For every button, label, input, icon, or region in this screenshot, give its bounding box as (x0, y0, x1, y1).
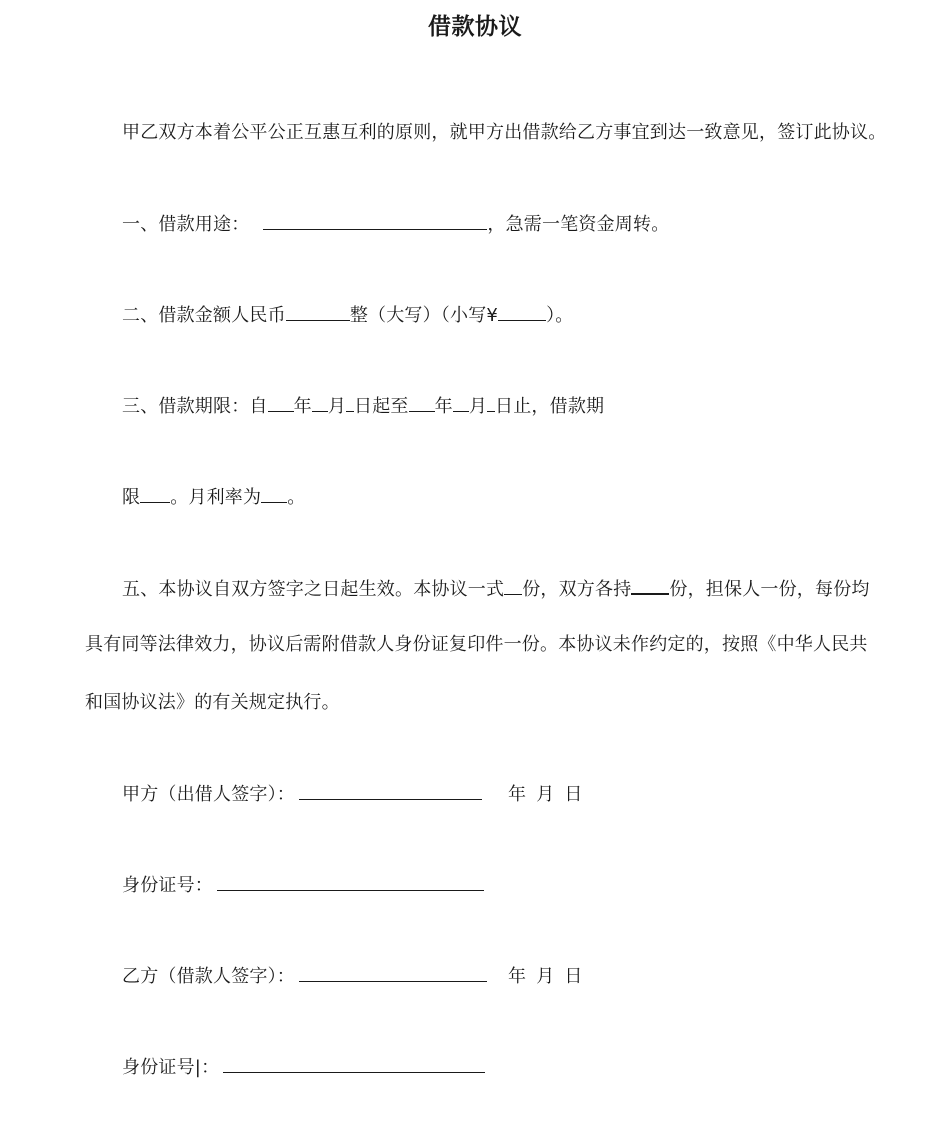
loan-period-blank[interactable] (140, 484, 170, 503)
party-a-label: 甲方（出借人签字）： (122, 784, 295, 805)
party-b-id-label: 身份证号|： (122, 1057, 220, 1078)
clause-loan-purpose (122, 211, 669, 238)
clause5-line1-b: 份，双方各持 (522, 579, 632, 600)
clause3-year1: 年 (293, 396, 312, 417)
end-year-blank[interactable] (409, 393, 435, 412)
clause3-line2-prefix: 限 (122, 487, 141, 508)
end-month-blank[interactable] (453, 393, 469, 412)
clause1-suffix: ，急需一笔资金周转。 (487, 214, 670, 235)
party-a-id-row (122, 872, 484, 899)
clause1-prefix: 一、借款用途： (122, 214, 250, 235)
clause-loan-term-cont (122, 484, 305, 511)
clause-loan-term (122, 393, 604, 420)
start-month-blank[interactable] (312, 393, 328, 412)
clause-loan-amount (122, 302, 573, 329)
amount-lowercase-blank[interactable] (498, 302, 546, 321)
party-a-month: 月 (536, 784, 555, 805)
clause3-line2-mid: 。月利率为 (170, 487, 262, 508)
monthly-rate-blank[interactable] (261, 484, 287, 503)
party-b-id-blank[interactable] (223, 1054, 485, 1073)
clause-effective-line2: 具有同等法律效力，协议后需附借款人身份证复印件一份。本协议未作约定的，按照《中华人民共 (85, 634, 868, 655)
clause3-month1: 月 (327, 396, 347, 417)
loan-purpose-blank[interactable] (263, 211, 487, 230)
clause3-line2-suffix: 。 (287, 487, 306, 508)
start-day-blank[interactable] (346, 393, 354, 412)
clause-effective-line1 (122, 575, 870, 603)
clause2-mid: 整（大写）（小写¥ (349, 305, 499, 326)
party-b-signature-row (122, 963, 583, 990)
party-b-day: 日 (564, 966, 583, 987)
copies-each-blank[interactable] (631, 575, 669, 595)
party-b-year: 年 (508, 966, 527, 987)
clause3-day1: 日起至 (354, 396, 409, 417)
party-b-month: 月 (536, 966, 555, 987)
party-b-signature-blank[interactable] (299, 963, 487, 982)
party-a-signature-row (122, 781, 583, 808)
end-day-blank[interactable] (487, 393, 495, 412)
clause-effective-line3: 和国协议法》的有关规定执行。 (85, 692, 340, 713)
party-a-signature-blank[interactable] (299, 781, 482, 800)
clause2-suffix: ）。 (546, 305, 574, 326)
start-year-blank[interactable] (268, 393, 294, 412)
party-a-year: 年 (508, 784, 527, 805)
clause3-month2: 月 (468, 396, 488, 417)
clause3-year2: 年 (434, 396, 453, 417)
intro-paragraph: 甲乙双方本着公平公正互惠互利的原则，就甲方出借款给乙方事宜到达一致意见，签订此协议。 (122, 122, 887, 143)
copies-total-blank[interactable] (504, 576, 522, 595)
clause2-prefix: 二、借款金额人民币 (122, 305, 286, 326)
party-a-id-label: 身份证号： (122, 875, 213, 896)
party-a-day: 日 (564, 784, 583, 805)
clause5-line1-a: 五、本协议自双方签字之日起生效。本协议一式 (122, 579, 505, 600)
document-title: 借款协议 (428, 14, 522, 40)
amount-uppercase-blank[interactable] (286, 302, 350, 321)
clause3-prefix: 三、借款期限：自 (122, 396, 268, 417)
party-b-id-row (122, 1054, 485, 1081)
party-a-id-blank[interactable] (217, 872, 484, 891)
clause5-line1-c: 份，担保人一份，每份均 (669, 579, 870, 600)
clause3-day2: 日止，借款期 (495, 396, 605, 417)
party-b-label: 乙方（借款人签字）： (122, 966, 295, 987)
